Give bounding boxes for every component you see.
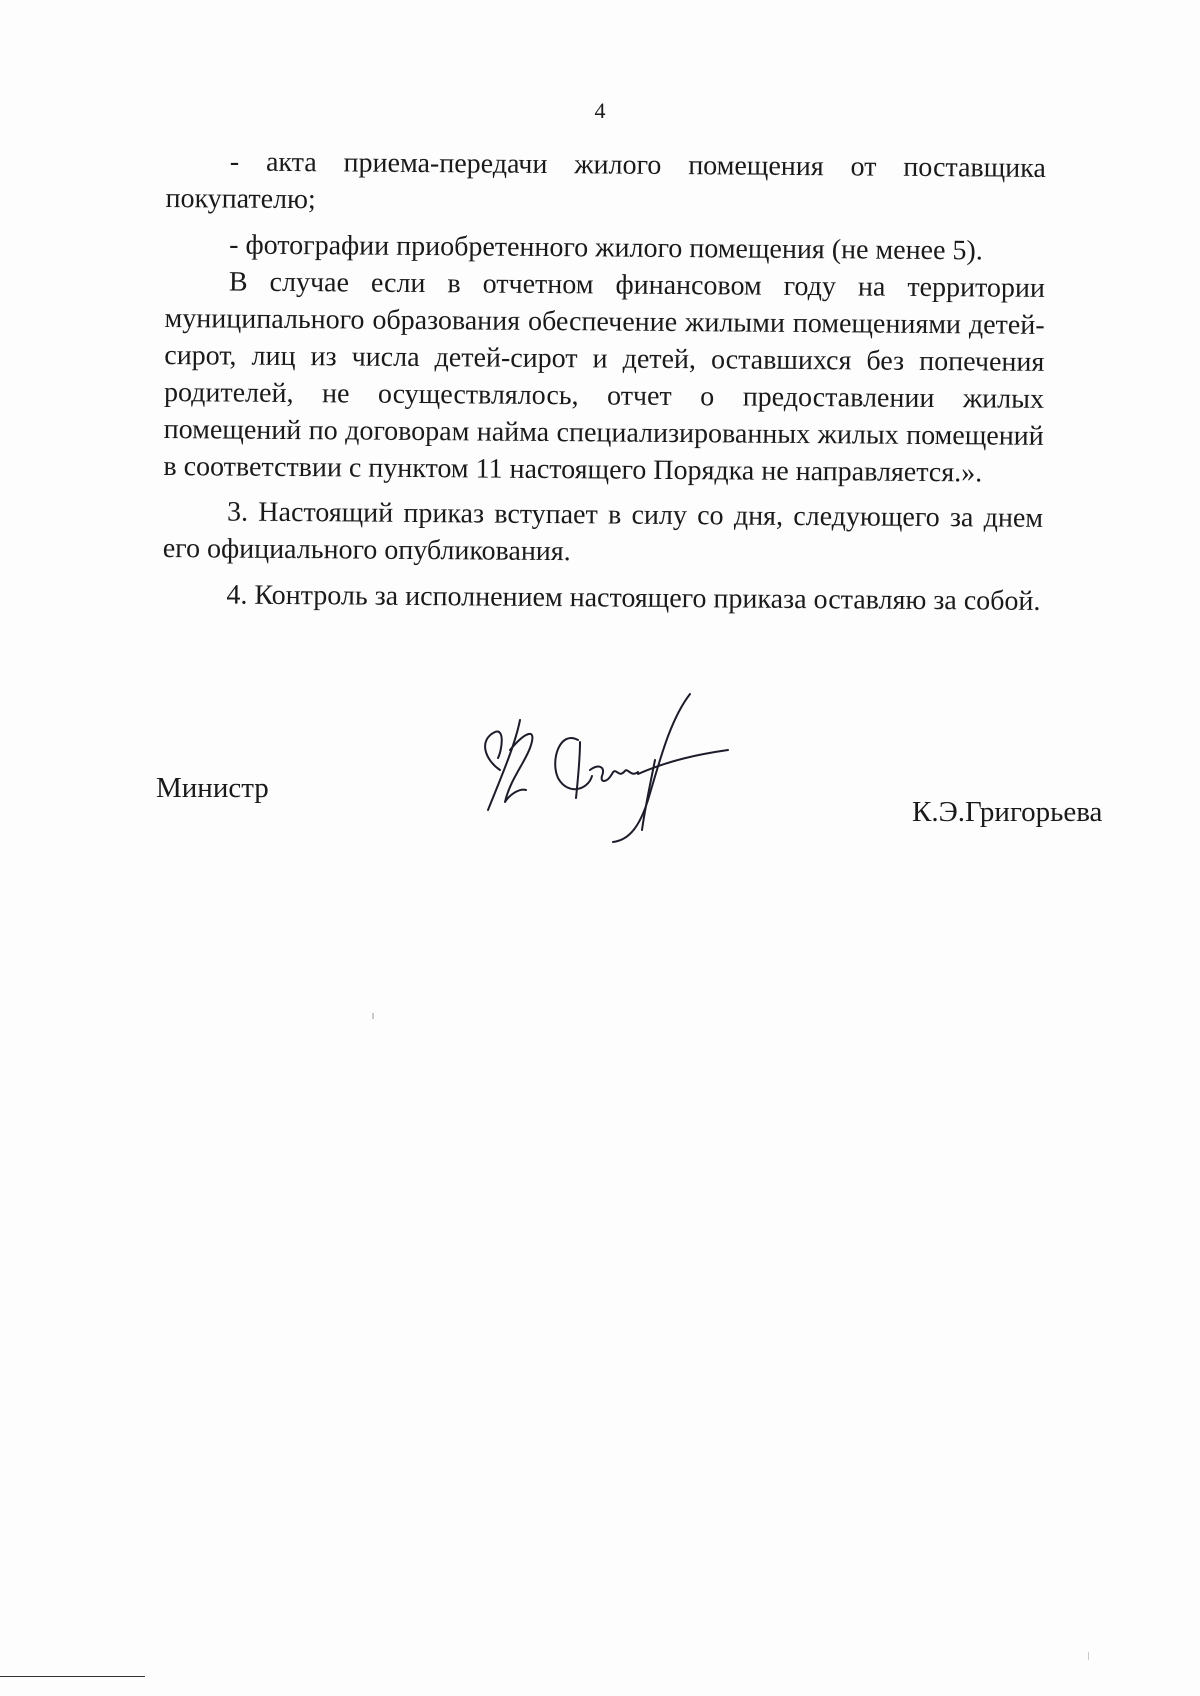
signer-name: К.Э.Григорьева: [912, 796, 1103, 828]
paragraph-act-line-2: покупателю;: [165, 182, 316, 216]
scan-edge-line: [0, 1676, 145, 1677]
scan-speck: [372, 1013, 374, 1019]
scan-speck: [1088, 1652, 1089, 1660]
paragraph-act-line-1: - акта приема-передачи жилого помещения от поставщика: [229, 146, 1046, 184]
paragraph-control: 4. Контроль за исполнением настоящего приказа оставляю за собой.: [226, 579, 1041, 617]
signature-block: [0, 690, 1200, 870]
paragraph-effective-date: 3. Настоящий приказ вступает в силу со дня, следующего за днем его официального опубликования.: [162, 496, 1044, 568]
document-body: [162, 143, 1046, 620]
paragraph-photos: - фотографии приобретенного жилого помещения (не менее 5).: [229, 229, 983, 267]
signer-position: Министр: [156, 772, 269, 804]
page-number: 4: [594, 98, 606, 123]
handwritten-signature: [480, 690, 780, 870]
paragraph-report-condition: В случае если в отчетном финансовом году на территории муниципального образования обеспечение жилыми помещениями детей-сирот, лиц из числа детей-сирот и детей, оставшихся без попечения родителей, не осуществлялось, отчет о предоставлении жилых помещений по договорам найма специализированных жилых помещений в соответствии с пунктом 11 настоящего Порядка не направляется.».: [163, 266, 1046, 489]
